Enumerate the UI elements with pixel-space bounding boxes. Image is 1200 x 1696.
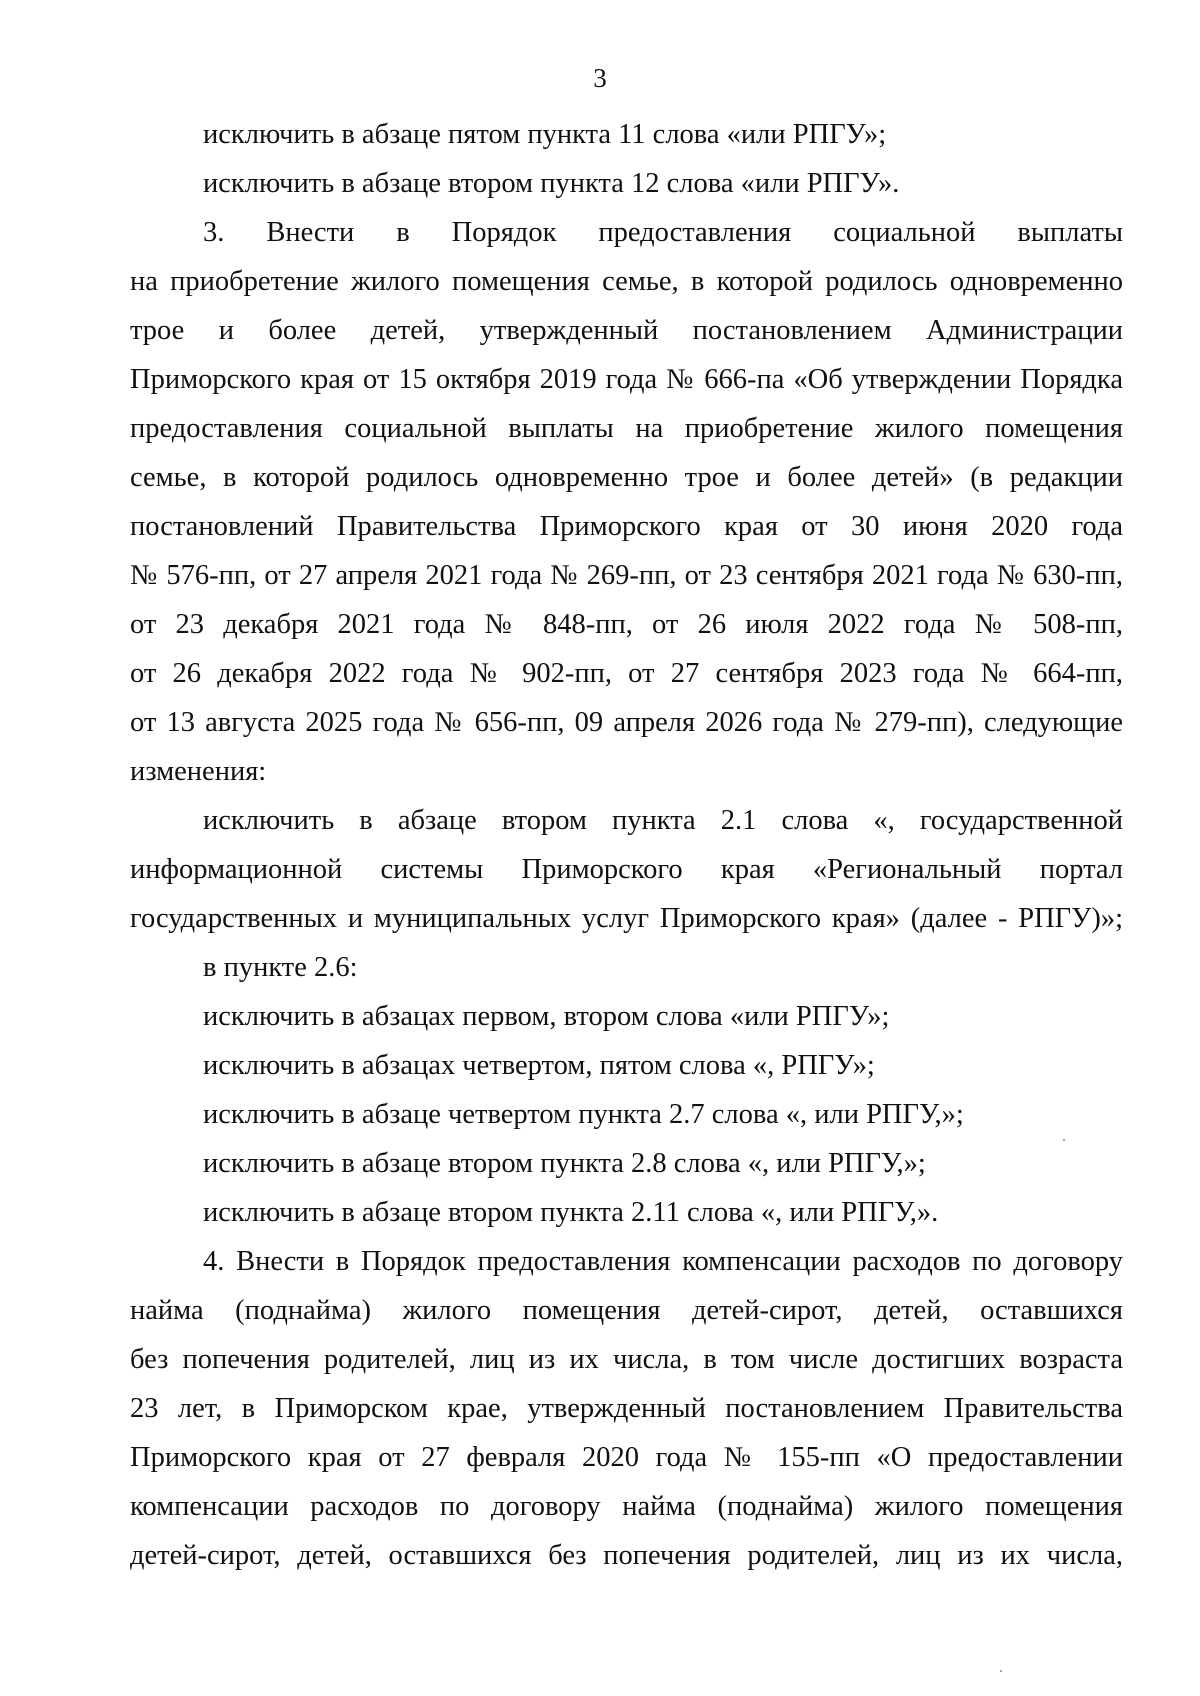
- text-line: детей-сирот, детей, оставшихся без попечения родителей, лиц из их числа,: [130, 1540, 1123, 1571]
- text-line: № 576-пп, от 27 апреля 2021 года № 269-пп, от 23 сентября 2021 года № 630-пп,: [130, 560, 1123, 591]
- text-line: исключить в абзаце втором пункта 2.1 слова «, государственной: [203, 805, 1123, 836]
- text-line: 23 лет, в Приморском крае, утвержденный постановлением Правительства: [130, 1393, 1123, 1424]
- text-line: Приморского края от 15 октября 2019 года № 666-па «Об утверждении Порядка: [130, 364, 1123, 395]
- text-line: исключить в абзаце втором пункта 2.11 слова «, или РПГУ,».: [203, 1197, 939, 1228]
- text-line: государственных и муниципальных услуг Приморского края» (далее - РПГУ)»;: [130, 903, 1123, 934]
- text-line: постановлений Правительства Приморского края от 30 июня 2020 года: [130, 511, 1123, 542]
- text-line: предоставления социальной выплаты на приобретение жилого помещения: [130, 413, 1123, 444]
- scan-speck: [1063, 1139, 1065, 1141]
- document-body: [130, 110, 1123, 1580]
- text-line: на приобретение жилого помещения семье, в которой родилось одновременно: [130, 266, 1123, 297]
- text-line: семье, в которой родилось одновременно трое и более детей» (в редакции: [130, 462, 1123, 493]
- text-line: исключить в абзаце втором пункта 12 слова «или РПГУ».: [203, 168, 900, 199]
- text-line: информационной системы Приморского края «Региональный портал: [130, 854, 1123, 885]
- text-line: от 13 августа 2025 года № 656-пп, 09 апреля 2026 года № 279-пп), следующие: [130, 707, 1123, 738]
- page-number: 3: [593, 63, 607, 93]
- text-line: Приморского края от 27 февраля 2020 года № 155-пп «О предоставлении: [130, 1442, 1123, 1473]
- text-line: в пункте 2.6:: [203, 952, 358, 983]
- scan-speck: [1000, 1670, 1002, 1672]
- text-line: найма (поднайма) жилого помещения детей-сирот, детей, оставшихся: [130, 1295, 1123, 1326]
- text-line: от 23 декабря 2021 года № 848-пп, от 26 июля 2022 года № 508-пп,: [130, 609, 1123, 640]
- text-line: исключить в абзаце втором пункта 2.8 слова «, или РПГУ,»;: [203, 1148, 926, 1179]
- text-line: 3. Внести в Порядок предоставления социальной выплаты: [203, 217, 1123, 248]
- text-line: изменения:: [130, 756, 267, 787]
- text-line: от 26 декабря 2022 года № 902-пп, от 27 сентября 2023 года № 664-пп,: [130, 658, 1123, 689]
- text-line: без попечения родителей, лиц из их числа, в том числе достигших возраста: [130, 1344, 1123, 1375]
- text-line: 4. Внести в Порядок предоставления компенсации расходов по договору: [203, 1246, 1123, 1277]
- text-line: трое и более детей, утвержденный постановлением Администрации: [130, 315, 1123, 346]
- text-line: исключить в абзацах четвертом, пятом слова «, РПГУ»;: [203, 1050, 875, 1081]
- text-line: исключить в абзаце пятом пункта 11 слова «или РПГУ»;: [203, 119, 887, 150]
- text-line: исключить в абзаце четвертом пункта 2.7 слова «, или РПГУ,»;: [203, 1099, 964, 1130]
- text-line: компенсации расходов по договору найма (поднайма) жилого помещения: [130, 1491, 1123, 1522]
- text-line: исключить в абзацах первом, втором слова «или РПГУ»;: [203, 1001, 890, 1032]
